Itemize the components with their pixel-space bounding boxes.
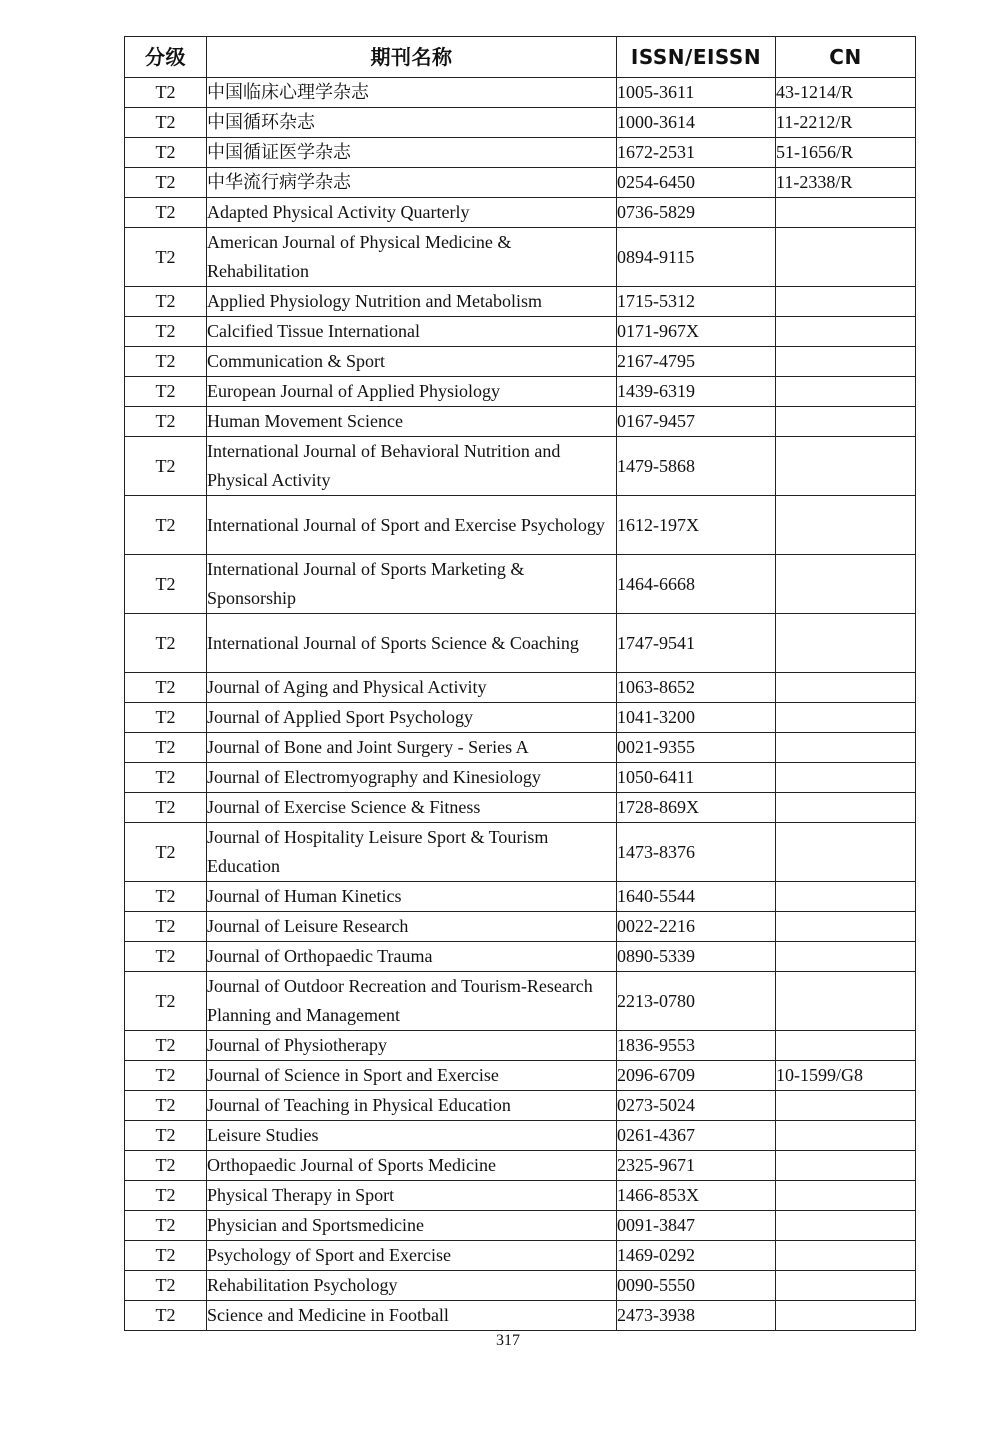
journal-table [124,36,916,1331]
header-level: 分级 [125,37,207,78]
table-row [125,1031,916,1061]
cell-journal-name: Journal of Bone and Joint Surgery - Series A [207,733,617,763]
cell-level: T2 [125,1181,207,1211]
cell-journal-name: Journal of Human Kinetics [207,882,617,912]
cell-level: T2 [125,1031,207,1061]
cell-issn: 0736-5829 [617,198,776,228]
table-row [125,437,916,496]
cell-level: T2 [125,407,207,437]
cell-issn: 1041-3200 [617,703,776,733]
table-row [125,882,916,912]
cell-level: T2 [125,1211,207,1241]
cell-cn [776,198,916,228]
cell-cn [776,823,916,882]
cell-issn: 2167-4795 [617,347,776,377]
cell-cn [776,1211,916,1241]
cell-journal-name: 中华流行病学杂志 [207,168,617,198]
cell-cn [776,912,916,942]
cell-journal-name: Journal of Electromyography and Kinesiology [207,763,617,793]
cell-level: T2 [125,1301,207,1331]
table-row [125,138,916,168]
table-row [125,347,916,377]
cell-cn [776,614,916,673]
cell-level: T2 [125,673,207,703]
cell-level: T2 [125,1151,207,1181]
cell-journal-name: Science and Medicine in Football [207,1301,617,1331]
cell-journal-name: Physician and Sportsmedicine [207,1211,617,1241]
cell-journal-name: Journal of Applied Sport Psychology [207,703,617,733]
cell-cn: 10-1599/G8 [776,1061,916,1091]
cell-issn: 1672-2531 [617,138,776,168]
cell-level: T2 [125,138,207,168]
cell-cn [776,972,916,1031]
cell-journal-name: Rehabilitation Psychology [207,1271,617,1301]
cell-level: T2 [125,823,207,882]
header-cn: CN [776,37,916,78]
cell-issn: 0021-9355 [617,733,776,763]
cell-level: T2 [125,377,207,407]
cell-journal-name: Journal of Hospitality Leisure Sport & Tourism Education [207,823,617,882]
cell-journal-name: Applied Physiology Nutrition and Metabolism [207,287,617,317]
cell-level: T2 [125,555,207,614]
cell-cn [776,733,916,763]
cell-level: T2 [125,108,207,138]
cell-cn [776,496,916,555]
cell-issn: 1063-8652 [617,673,776,703]
cell-issn: 1000-3614 [617,108,776,138]
cell-journal-name: Journal of Teaching in Physical Education [207,1091,617,1121]
cell-level: T2 [125,912,207,942]
table-row [125,1151,916,1181]
cell-cn [776,882,916,912]
cell-level: T2 [125,1091,207,1121]
cell-issn: 1466-853X [617,1181,776,1211]
cell-issn: 2473-3938 [617,1301,776,1331]
cell-cn [776,1301,916,1331]
cell-journal-name: Leisure Studies [207,1121,617,1151]
table-row [125,377,916,407]
cell-level: T2 [125,317,207,347]
cell-journal-name: Communication & Sport [207,347,617,377]
cell-cn [776,942,916,972]
cell-issn: 0273-5024 [617,1091,776,1121]
cell-issn: 0254-6450 [617,168,776,198]
cell-level: T2 [125,437,207,496]
cell-journal-name: Psychology of Sport and Exercise [207,1241,617,1271]
cell-cn [776,763,916,793]
cell-journal-name: Journal of Science in Sport and Exercise [207,1061,617,1091]
table-row [125,1241,916,1271]
cell-journal-name: European Journal of Applied Physiology [207,377,617,407]
cell-level: T2 [125,614,207,673]
table-row [125,1301,916,1331]
cell-cn [776,437,916,496]
cell-journal-name: Journal of Physiotherapy [207,1031,617,1061]
cell-journal-name: Orthopaedic Journal of Sports Medicine [207,1151,617,1181]
table-body [125,78,916,1331]
cell-issn: 0894-9115 [617,228,776,287]
cell-journal-name: Journal of Exercise Science & Fitness [207,793,617,823]
cell-issn: 0022-2216 [617,912,776,942]
cell-journal-name: International Journal of Sports Marketing & Sponsorship [207,555,617,614]
cell-cn [776,673,916,703]
table-row [125,793,916,823]
table-row [125,733,916,763]
cell-journal-name: Journal of Outdoor Recreation and Tourism-Research Planning and Management [207,972,617,1031]
cell-journal-name: International Journal of Sport and Exercise Psychology [207,496,617,555]
table-row [125,823,916,882]
page-number: 317 [496,1332,520,1349]
cell-level: T2 [125,793,207,823]
cell-level: T2 [125,763,207,793]
cell-issn: 0090-5550 [617,1271,776,1301]
table-row [125,198,916,228]
table-row [125,496,916,555]
cell-cn [776,1151,916,1181]
cell-level: T2 [125,496,207,555]
cell-level: T2 [125,942,207,972]
cell-issn: 1439-6319 [617,377,776,407]
cell-cn [776,1241,916,1271]
cell-level: T2 [125,1061,207,1091]
cell-level: T2 [125,733,207,763]
table-row [125,1121,916,1151]
cell-cn [776,1031,916,1061]
cell-issn: 2096-6709 [617,1061,776,1091]
cell-cn [776,1121,916,1151]
table-row [125,972,916,1031]
cell-cn: 11-2338/R [776,168,916,198]
table-row [125,1211,916,1241]
cell-issn: 1005-3611 [617,78,776,108]
cell-journal-name: American Journal of Physical Medicine & Rehabilitation [207,228,617,287]
cell-journal-name: International Journal of Sports Science & Coaching [207,614,617,673]
table-row [125,1271,916,1301]
table-row [125,1091,916,1121]
cell-cn [776,793,916,823]
cell-level: T2 [125,78,207,108]
cell-cn: 11-2212/R [776,108,916,138]
table-row [125,1061,916,1091]
table-row [125,108,916,138]
cell-issn: 1836-9553 [617,1031,776,1061]
cell-journal-name: Adapted Physical Activity Quarterly [207,198,617,228]
cell-journal-name: 中国临床心理学杂志 [207,78,617,108]
cell-issn: 0171-967X [617,317,776,347]
cell-issn: 0261-4367 [617,1121,776,1151]
cell-issn: 2325-9671 [617,1151,776,1181]
cell-cn [776,228,916,287]
cell-issn: 0091-3847 [617,1211,776,1241]
cell-cn [776,1091,916,1121]
table-row [125,703,916,733]
cell-journal-name: Journal of Orthopaedic Trauma [207,942,617,972]
cell-journal-name: Journal of Leisure Research [207,912,617,942]
table-row [125,78,916,108]
cell-journal-name: Calcified Tissue International [207,317,617,347]
table-row [125,287,916,317]
cell-issn: 1728-869X [617,793,776,823]
table-row [125,942,916,972]
cell-issn: 1050-6411 [617,763,776,793]
cell-level: T2 [125,198,207,228]
cell-issn: 1640-5544 [617,882,776,912]
table-row [125,228,916,287]
cell-journal-name: 中国循环杂志 [207,108,617,138]
table-header-row [125,37,916,78]
table-row [125,407,916,437]
cell-cn [776,703,916,733]
table-row [125,763,916,793]
cell-issn: 1747-9541 [617,614,776,673]
cell-issn: 1612-197X [617,496,776,555]
cell-issn: 1464-6668 [617,555,776,614]
cell-journal-name: Human Movement Science [207,407,617,437]
cell-cn [776,287,916,317]
table-row [125,168,916,198]
cell-level: T2 [125,972,207,1031]
cell-cn [776,407,916,437]
cell-cn [776,317,916,347]
cell-journal-name: Journal of Aging and Physical Activity [207,673,617,703]
cell-issn: 0167-9457 [617,407,776,437]
cell-issn: 1479-5868 [617,437,776,496]
cell-issn: 1715-5312 [617,287,776,317]
cell-journal-name: Physical Therapy in Sport [207,1181,617,1211]
cell-level: T2 [125,1271,207,1301]
table-row [125,614,916,673]
cell-level: T2 [125,882,207,912]
cell-cn [776,1181,916,1211]
table-row [125,317,916,347]
cell-journal-name: International Journal of Behavioral Nutrition and Physical Activity [207,437,617,496]
table-row [125,673,916,703]
cell-level: T2 [125,347,207,377]
cell-level: T2 [125,168,207,198]
cell-issn: 1473-8376 [617,823,776,882]
cell-journal-name: 中国循证医学杂志 [207,138,617,168]
table-row [125,912,916,942]
cell-issn: 0890-5339 [617,942,776,972]
cell-issn: 1469-0292 [617,1241,776,1271]
cell-cn [776,555,916,614]
header-journal-name: 期刊名称 [207,37,617,78]
cell-cn [776,347,916,377]
cell-level: T2 [125,1121,207,1151]
header-issn: ISSN/EISSN [617,37,776,78]
cell-cn: 51-1656/R [776,138,916,168]
cell-level: T2 [125,703,207,733]
cell-level: T2 [125,228,207,287]
cell-level: T2 [125,1241,207,1271]
cell-issn: 2213-0780 [617,972,776,1031]
cell-cn: 43-1214/R [776,78,916,108]
cell-level: T2 [125,287,207,317]
table-row [125,555,916,614]
table-row [125,1181,916,1211]
cell-cn [776,1271,916,1301]
cell-cn [776,377,916,407]
